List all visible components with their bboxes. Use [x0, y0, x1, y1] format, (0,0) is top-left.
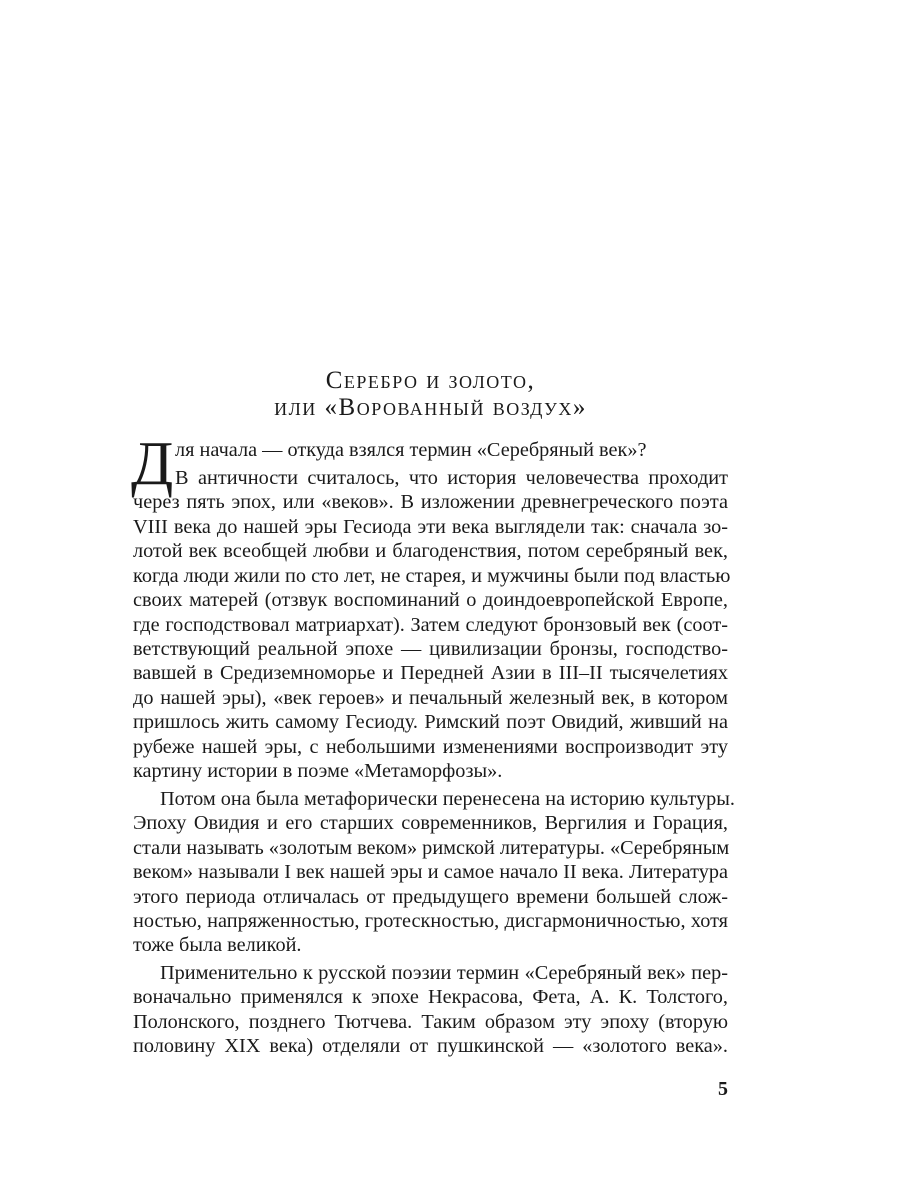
body-line: рубеже нашей эры, с небольшими изменениями воспроизводит эту [133, 736, 728, 758]
body-line: половину XIX века) отделяли от пушкинской — «золотого века». [133, 1035, 728, 1057]
body-line: где господствовал матриархат). Затем следуют бронзовый век (соот- [133, 614, 728, 636]
body-line: ветствующий реальной эпохе — цивилизации бронзы, господство- [133, 638, 728, 660]
body-line: стали называть «золотым веком» римской литературы. «Серебряным [133, 837, 730, 859]
body-line: тоже была великой. [133, 934, 302, 956]
body-line: Полонского, позднего Тютчева. Таким образом эту эпоху (вторую [133, 1011, 728, 1033]
drop-cap: Д [131, 430, 174, 498]
body-line: Применительно к русской поэзии термин «Серебряный век» пер- [160, 962, 728, 984]
body-line: лотой век всеобщей любви и благоденствия, потом серебряный век, [133, 540, 728, 562]
body-line: когда люди жили по сто лет, не старея, и мужчины были под властью [133, 565, 731, 587]
body-line: этого периода отличалась от предыдущего времени большей слож- [133, 886, 728, 908]
page-number: 5 [718, 1078, 728, 1100]
chapter-title-line-2: или «Ворованный воздух» [274, 394, 587, 421]
body-line: воначально применялся к эпохе Некрасова, Фета, А. К. Толстого, [133, 986, 728, 1008]
body-line: VIII века до нашей эры Гесиода эти века выглядели так: сначала зо- [133, 516, 728, 538]
body-line: веком» называли I век нашей эры и самое начало II века. Литература [133, 861, 728, 883]
body-line: пришлось жить самому Гесиоду. Римский поэт Овидий, живший на [133, 711, 728, 733]
body-line: В античности считалось, что история человечества проходит [175, 467, 728, 489]
body-line: Потом она была метафорически перенесена на историю культуры. [160, 788, 735, 810]
body-line: через пять эпох, или «веков». В изложении древнегреческого поэта [133, 491, 728, 513]
body-line: ля начала — откуда взялся термин «Серебряный век»? [175, 439, 647, 461]
body-line: ностью, напряженностью, гротескностью, дисгармоничностью, хотя [133, 910, 728, 932]
body-line: Эпоху Овидия и его старших современников, Вергилия и Горация, [133, 812, 728, 834]
body-line: вавшей в Средиземноморье и Передней Азии в III–II тысячелетиях [133, 662, 728, 684]
body-line: до нашей эры), «век героев» и печальный железный век, в котором [133, 687, 728, 709]
body-line: картину истории в поэме «Метаморфозы». [133, 760, 503, 782]
body-line: своих матерей (отзвук воспоминаний о доиндоевропейской Европе, [133, 589, 728, 611]
chapter-title-line-1: Серебро и золото, [325, 367, 536, 394]
